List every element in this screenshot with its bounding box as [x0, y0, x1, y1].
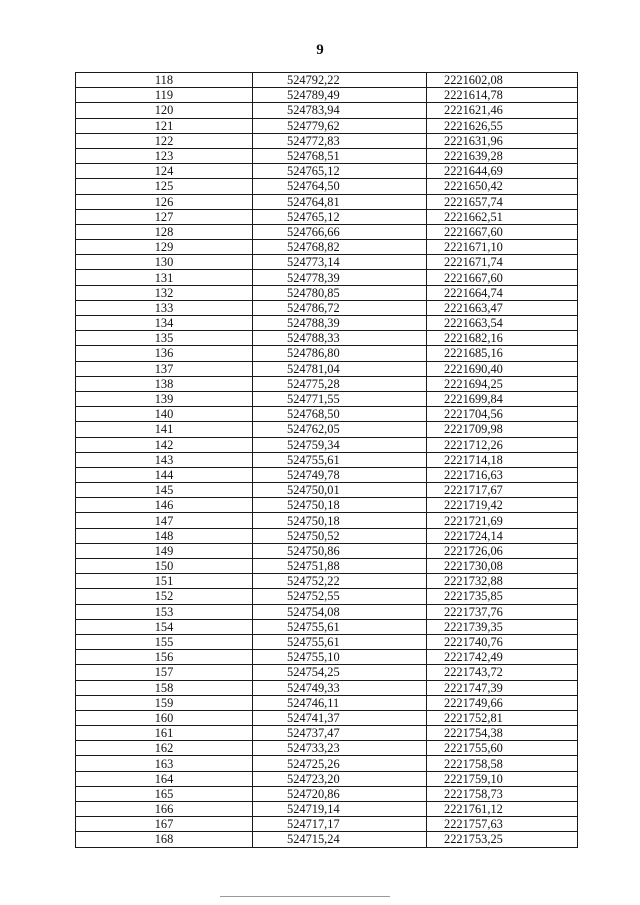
y-coordinate-cell: 2221743,72	[427, 665, 578, 680]
x-coordinate-cell: 524755,61	[253, 452, 427, 467]
point-number-cell: 119	[76, 88, 253, 103]
y-coordinate-cell: 2221726,06	[427, 543, 578, 558]
point-number-cell: 140	[76, 407, 253, 422]
x-coordinate-cell: 524786,80	[253, 346, 427, 361]
table-row	[76, 589, 578, 604]
x-coordinate-cell: 524779,62	[253, 118, 427, 133]
table-row	[76, 240, 578, 255]
footer-divider	[220, 896, 390, 897]
table-row	[76, 695, 578, 710]
point-number-cell: 139	[76, 391, 253, 406]
point-number-cell: 151	[76, 574, 253, 589]
x-coordinate-cell: 524788,39	[253, 316, 427, 331]
x-coordinate-cell: 524780,85	[253, 285, 427, 300]
y-coordinate-cell: 2221685,16	[427, 346, 578, 361]
point-number-cell: 168	[76, 832, 253, 847]
y-coordinate-cell: 2221621,46	[427, 103, 578, 118]
x-coordinate-cell: 524737,47	[253, 726, 427, 741]
point-number-cell: 131	[76, 270, 253, 285]
x-coordinate-cell: 524765,12	[253, 209, 427, 224]
point-number-cell: 167	[76, 817, 253, 832]
point-number-cell: 118	[76, 73, 253, 88]
table-row	[76, 164, 578, 179]
x-coordinate-cell: 524717,17	[253, 817, 427, 832]
point-number-cell: 147	[76, 513, 253, 528]
point-number-cell: 137	[76, 361, 253, 376]
table-row	[76, 604, 578, 619]
table-row	[76, 194, 578, 209]
page-number: 9	[316, 42, 324, 58]
point-number-cell: 158	[76, 680, 253, 695]
table-row	[76, 817, 578, 832]
point-number-cell: 130	[76, 255, 253, 270]
table-row	[76, 710, 578, 725]
y-coordinate-cell: 2221716,63	[427, 467, 578, 482]
point-number-cell: 166	[76, 802, 253, 817]
table-row	[76, 270, 578, 285]
point-number-cell: 146	[76, 498, 253, 513]
y-coordinate-cell: 2221739,35	[427, 619, 578, 634]
x-coordinate-cell: 524762,05	[253, 422, 427, 437]
y-coordinate-cell: 2221631,96	[427, 133, 578, 148]
table-row	[76, 726, 578, 741]
point-number-cell: 132	[76, 285, 253, 300]
y-coordinate-cell: 2221724,14	[427, 528, 578, 543]
y-coordinate-cell: 2221664,74	[427, 285, 578, 300]
y-coordinate-cell: 2221704,56	[427, 407, 578, 422]
x-coordinate-cell: 524775,28	[253, 376, 427, 391]
point-number-cell: 129	[76, 240, 253, 255]
y-coordinate-cell: 2221742,49	[427, 650, 578, 665]
x-coordinate-cell: 524750,18	[253, 513, 427, 528]
x-coordinate-cell: 524792,22	[253, 73, 427, 88]
y-coordinate-cell: 2221755,60	[427, 741, 578, 756]
point-number-cell: 127	[76, 209, 253, 224]
y-coordinate-cell: 2221721,69	[427, 513, 578, 528]
table-row	[76, 756, 578, 771]
x-coordinate-cell: 524766,66	[253, 224, 427, 239]
x-coordinate-cell: 524749,78	[253, 467, 427, 482]
point-number-cell: 135	[76, 331, 253, 346]
x-coordinate-cell: 524764,50	[253, 179, 427, 194]
y-coordinate-cell: 2221682,16	[427, 331, 578, 346]
table-row	[76, 346, 578, 361]
table-row	[76, 103, 578, 118]
point-number-cell: 149	[76, 543, 253, 558]
point-number-cell: 159	[76, 695, 253, 710]
y-coordinate-cell: 2221626,55	[427, 118, 578, 133]
x-coordinate-cell: 524723,20	[253, 771, 427, 786]
table-row	[76, 786, 578, 801]
y-coordinate-cell: 2221712,26	[427, 437, 578, 452]
table-row	[76, 452, 578, 467]
x-coordinate-cell: 524755,61	[253, 634, 427, 649]
y-coordinate-cell: 2221740,76	[427, 634, 578, 649]
y-coordinate-cell: 2221747,39	[427, 680, 578, 695]
x-coordinate-cell: 524719,14	[253, 802, 427, 817]
table-row	[76, 498, 578, 513]
y-coordinate-cell: 2221657,74	[427, 194, 578, 209]
table-row	[76, 832, 578, 847]
point-number-cell: 128	[76, 224, 253, 239]
y-coordinate-cell: 2221709,98	[427, 422, 578, 437]
table-row	[76, 361, 578, 376]
table-row	[76, 224, 578, 239]
y-coordinate-cell: 2221650,42	[427, 179, 578, 194]
y-coordinate-cell: 2221730,08	[427, 559, 578, 574]
x-coordinate-cell: 524750,01	[253, 483, 427, 498]
table-row	[76, 543, 578, 558]
x-coordinate-cell: 524759,34	[253, 437, 427, 452]
point-number-cell: 144	[76, 467, 253, 482]
x-coordinate-cell: 524764,81	[253, 194, 427, 209]
table-row	[76, 559, 578, 574]
table-row	[76, 665, 578, 680]
y-coordinate-cell: 2221671,10	[427, 240, 578, 255]
y-coordinate-cell: 2221753,25	[427, 832, 578, 847]
y-coordinate-cell: 2221714,18	[427, 452, 578, 467]
point-number-cell: 152	[76, 589, 253, 604]
x-coordinate-cell: 524765,12	[253, 164, 427, 179]
x-coordinate-cell: 524789,49	[253, 88, 427, 103]
x-coordinate-cell: 524778,39	[253, 270, 427, 285]
point-number-cell: 143	[76, 452, 253, 467]
table-row	[76, 300, 578, 315]
table-row	[76, 148, 578, 163]
x-coordinate-cell: 524746,11	[253, 695, 427, 710]
y-coordinate-cell: 2221737,76	[427, 604, 578, 619]
x-coordinate-cell: 524768,50	[253, 407, 427, 422]
x-coordinate-cell: 524755,10	[253, 650, 427, 665]
x-coordinate-cell: 524772,83	[253, 133, 427, 148]
x-coordinate-cell: 524751,88	[253, 559, 427, 574]
point-number-cell: 150	[76, 559, 253, 574]
table-row	[76, 741, 578, 756]
x-coordinate-cell: 524771,55	[253, 391, 427, 406]
point-number-cell: 148	[76, 528, 253, 543]
x-coordinate-cell: 524786,72	[253, 300, 427, 315]
y-coordinate-cell: 2221614,78	[427, 88, 578, 103]
y-coordinate-cell: 2221662,51	[427, 209, 578, 224]
point-number-cell: 126	[76, 194, 253, 209]
table-row	[76, 209, 578, 224]
x-coordinate-cell: 524773,14	[253, 255, 427, 270]
x-coordinate-cell: 524741,37	[253, 710, 427, 725]
table-row	[76, 376, 578, 391]
table-row	[76, 467, 578, 482]
x-coordinate-cell: 524783,94	[253, 103, 427, 118]
table-row	[76, 118, 578, 133]
x-coordinate-cell: 524750,52	[253, 528, 427, 543]
y-coordinate-cell: 2221719,42	[427, 498, 578, 513]
x-coordinate-cell: 524781,04	[253, 361, 427, 376]
table-row	[76, 771, 578, 786]
point-number-cell: 156	[76, 650, 253, 665]
point-number-cell: 164	[76, 771, 253, 786]
table-row	[76, 437, 578, 452]
y-coordinate-cell: 2221663,47	[427, 300, 578, 315]
y-coordinate-cell: 2221749,66	[427, 695, 578, 710]
table-row	[76, 73, 578, 88]
table-row	[76, 619, 578, 634]
point-number-cell: 133	[76, 300, 253, 315]
table-row	[76, 407, 578, 422]
y-coordinate-cell: 2221602,08	[427, 73, 578, 88]
coordinates-table-body	[76, 73, 578, 848]
y-coordinate-cell: 2221752,81	[427, 710, 578, 725]
point-number-cell: 121	[76, 118, 253, 133]
point-number-cell: 123	[76, 148, 253, 163]
y-coordinate-cell: 2221717,67	[427, 483, 578, 498]
x-coordinate-cell: 524754,25	[253, 665, 427, 680]
x-coordinate-cell: 524715,24	[253, 832, 427, 847]
point-number-cell: 157	[76, 665, 253, 680]
point-number-cell: 161	[76, 726, 253, 741]
x-coordinate-cell: 524720,86	[253, 786, 427, 801]
y-coordinate-cell: 2221735,85	[427, 589, 578, 604]
point-number-cell: 136	[76, 346, 253, 361]
coordinates-table	[75, 72, 578, 848]
table-row	[76, 285, 578, 300]
table-row	[76, 255, 578, 270]
point-number-cell: 153	[76, 604, 253, 619]
y-coordinate-cell: 2221758,58	[427, 756, 578, 771]
y-coordinate-cell: 2221671,74	[427, 255, 578, 270]
x-coordinate-cell: 524768,82	[253, 240, 427, 255]
y-coordinate-cell: 2221690,40	[427, 361, 578, 376]
y-coordinate-cell: 2221758,73	[427, 786, 578, 801]
point-number-cell: 122	[76, 133, 253, 148]
y-coordinate-cell: 2221644,69	[427, 164, 578, 179]
table-row	[76, 528, 578, 543]
point-number-cell: 142	[76, 437, 253, 452]
table-row	[76, 88, 578, 103]
y-coordinate-cell: 2221757,63	[427, 817, 578, 832]
point-number-cell: 154	[76, 619, 253, 634]
table-row	[76, 391, 578, 406]
y-coordinate-cell: 2221699,84	[427, 391, 578, 406]
table-row	[76, 650, 578, 665]
table-row	[76, 802, 578, 817]
x-coordinate-cell: 524749,33	[253, 680, 427, 695]
point-number-cell: 125	[76, 179, 253, 194]
table-row	[76, 331, 578, 346]
x-coordinate-cell: 524752,22	[253, 574, 427, 589]
table-row	[76, 513, 578, 528]
x-coordinate-cell: 524788,33	[253, 331, 427, 346]
point-number-cell: 162	[76, 741, 253, 756]
table-row	[76, 316, 578, 331]
y-coordinate-cell: 2221667,60	[427, 224, 578, 239]
x-coordinate-cell: 524725,26	[253, 756, 427, 771]
point-number-cell: 165	[76, 786, 253, 801]
y-coordinate-cell: 2221732,88	[427, 574, 578, 589]
point-number-cell: 160	[76, 710, 253, 725]
x-coordinate-cell: 524755,61	[253, 619, 427, 634]
point-number-cell: 138	[76, 376, 253, 391]
x-coordinate-cell: 524750,18	[253, 498, 427, 513]
point-number-cell: 155	[76, 634, 253, 649]
y-coordinate-cell: 2221694,25	[427, 376, 578, 391]
point-number-cell: 120	[76, 103, 253, 118]
table-row	[76, 680, 578, 695]
table-row	[76, 634, 578, 649]
point-number-cell: 134	[76, 316, 253, 331]
table-row	[76, 133, 578, 148]
table-row	[76, 483, 578, 498]
point-number-cell: 145	[76, 483, 253, 498]
x-coordinate-cell: 524768,51	[253, 148, 427, 163]
table-row	[76, 574, 578, 589]
table-row	[76, 422, 578, 437]
x-coordinate-cell: 524752,55	[253, 589, 427, 604]
y-coordinate-cell: 2221759,10	[427, 771, 578, 786]
x-coordinate-cell: 524733,23	[253, 741, 427, 756]
point-number-cell: 124	[76, 164, 253, 179]
table-row	[76, 179, 578, 194]
y-coordinate-cell: 2221667,60	[427, 270, 578, 285]
x-coordinate-cell: 524750,86	[253, 543, 427, 558]
y-coordinate-cell: 2221761,12	[427, 802, 578, 817]
x-coordinate-cell: 524754,08	[253, 604, 427, 619]
y-coordinate-cell: 2221639,28	[427, 148, 578, 163]
point-number-cell: 163	[76, 756, 253, 771]
y-coordinate-cell: 2221663,54	[427, 316, 578, 331]
y-coordinate-cell: 2221754,38	[427, 726, 578, 741]
point-number-cell: 141	[76, 422, 253, 437]
